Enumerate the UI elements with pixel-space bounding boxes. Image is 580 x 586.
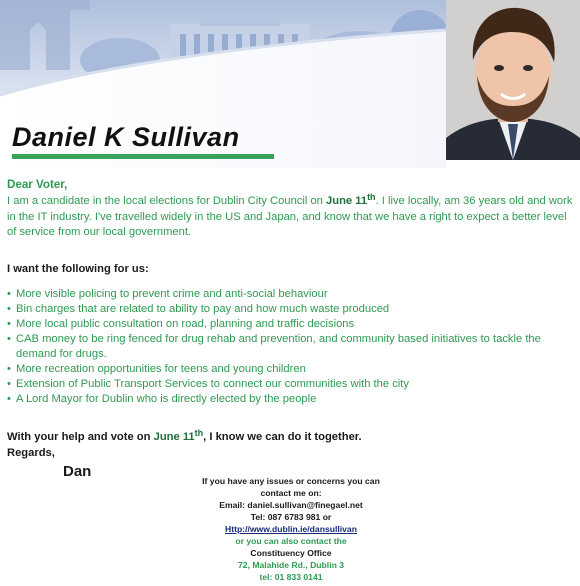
policy-item: • Extension of Public Transport Services to connect our communities with the city: [7, 378, 409, 390]
closing-line: [7, 430, 577, 445]
policy-item: • CAB money to be ring fenced for drug rehab and prevention, and community based initiatives to tackle the demand for drugs.: [7, 333, 541, 360]
greeting: Dear Voter,: [7, 178, 68, 191]
office-phone[interactable]: tel: 01 833 0141: [259, 572, 323, 582]
name-underline: [12, 154, 274, 159]
contact-email[interactable]: Email: daniel.sullivan@finegael.net: [219, 500, 363, 510]
intro-paragraph: [7, 194, 577, 241]
bullet-icon: •: [7, 303, 11, 315]
contact-intro-2: contact me on:: [260, 488, 322, 498]
bullet-icon: •: [7, 288, 11, 300]
signature: Dan: [63, 463, 92, 480]
election-date: [326, 192, 376, 207]
policy-item: • A Lord Mayor for Dublin who is directly elected by the people: [7, 393, 317, 405]
bullet-icon: •: [7, 378, 11, 390]
closing-text-before: With your help and vote on: [7, 431, 154, 443]
candidate-photo: [446, 0, 580, 160]
regards: Regards,: [7, 447, 55, 459]
policy-item: • More recreation opportunities for teens and young children: [7, 363, 306, 375]
candidate-name: Daniel K Sullivan: [12, 122, 240, 152]
policy-list: [7, 287, 577, 407]
office-address: 72, Malahide Rd., Dublin 3: [237, 560, 344, 570]
election-date-day: June 11: [326, 195, 368, 207]
closing-date: June 11th: [153, 428, 204, 443]
contact-phone[interactable]: Tel: 087 6783 981 or: [250, 512, 332, 522]
bullet-icon: •: [7, 333, 11, 345]
header-banner: [0, 0, 580, 168]
policy-item: • Bin charges that are related to ability to pay and how much waste produced: [7, 303, 390, 315]
policy-item: • More visible policing to prevent crime and anti-social behaviour: [7, 288, 328, 300]
election-date-suffix: th: [367, 192, 376, 202]
contact-website-link[interactable]: Http://www.dublin.ie/dansullivan: [225, 524, 357, 534]
contact-block: [170, 475, 412, 583]
constituency-office: Constituency Office: [250, 548, 332, 558]
closing-text-after: , I know we can do it together.: [203, 431, 362, 443]
bullet-icon: •: [7, 363, 11, 375]
intro-text-after: . I live locally, am 36 years old and work in the IT industry. I've travelled widely in the US and Japan, and know that we have a right to expect a better level of service from our local government.: [7, 195, 573, 238]
policy-item: • More local public consultation on road, planning and traffic decisions: [7, 318, 355, 330]
bullet-icon: •: [7, 393, 11, 405]
intro-text-before: I am a candidate in the local elections for Dublin City Council on: [7, 195, 327, 207]
bullet-icon: •: [7, 318, 11, 330]
contact-intro: If you have any issues or concerns you can: [202, 476, 380, 486]
contact-also: or you can also contact the: [235, 536, 347, 546]
wants-heading: I want the following for us:: [7, 263, 149, 275]
